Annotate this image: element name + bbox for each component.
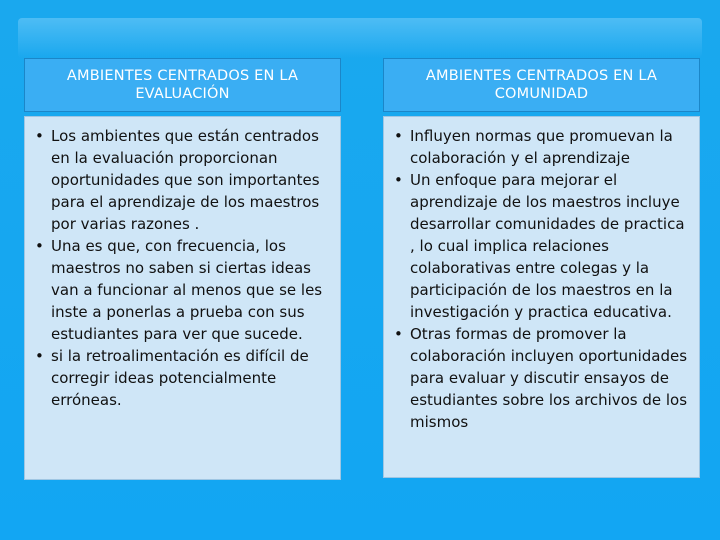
right-column [383, 58, 700, 478]
bullet-icon: • [394, 325, 403, 343]
right-column-title: AMBIENTES CENTRADOS EN LA COMUNIDAD [425, 68, 658, 102]
bullet-icon: • [35, 127, 44, 145]
right-bullet-list [390, 125, 691, 433]
list-item-text: si la retroalimentación es difícil de corregir ideas potencialmente erróneas. [51, 347, 309, 409]
list-item [390, 169, 691, 323]
right-column-header [383, 58, 700, 112]
list-item [390, 323, 691, 433]
list-item [31, 125, 332, 235]
list-item [31, 345, 332, 411]
list-item-text: Los ambientes que están centrados en la evaluación proporcionan oportunidades que son importantes para el aprendizaje de los maestros por varias razones . [51, 127, 320, 233]
bullet-icon: • [35, 347, 44, 365]
list-item [31, 235, 332, 345]
left-column-body [24, 116, 341, 480]
left-column-header [24, 58, 341, 112]
list-item-text: Una es que, con frecuencia, los maestros no saben si ciertas ideas van a funcionar al menos que se les inste a ponerlas a prueba con sus estudiantes para ver que sucede. [51, 237, 323, 343]
list-item-text: Un enfoque para mejorar el aprendizaje de los maestros incluye desarrollar comunidades de practica , lo cual implica relaciones colaborativas entre colegas y la participación de los maestros en la investigación y practica educativa. [410, 171, 685, 321]
list-item-text: Otras formas de promover la colaboración incluyen oportunidades para evaluar y discutir ensayos de estudiantes sobre los archivos de los mismos [410, 325, 688, 431]
title-area-highlight [18, 18, 702, 58]
left-bullet-list [31, 125, 332, 411]
left-column-title: AMBIENTES CENTRADOS EN LA EVALUACIÓN [66, 68, 299, 102]
bullet-icon: • [35, 237, 44, 255]
list-item [390, 125, 691, 169]
right-column-body [383, 116, 700, 478]
left-column [24, 58, 341, 480]
bullet-icon: • [394, 171, 403, 189]
bullet-icon: • [394, 127, 403, 145]
list-item-text: Influyen normas que promuevan la colaboración y el aprendizaje [410, 127, 673, 167]
